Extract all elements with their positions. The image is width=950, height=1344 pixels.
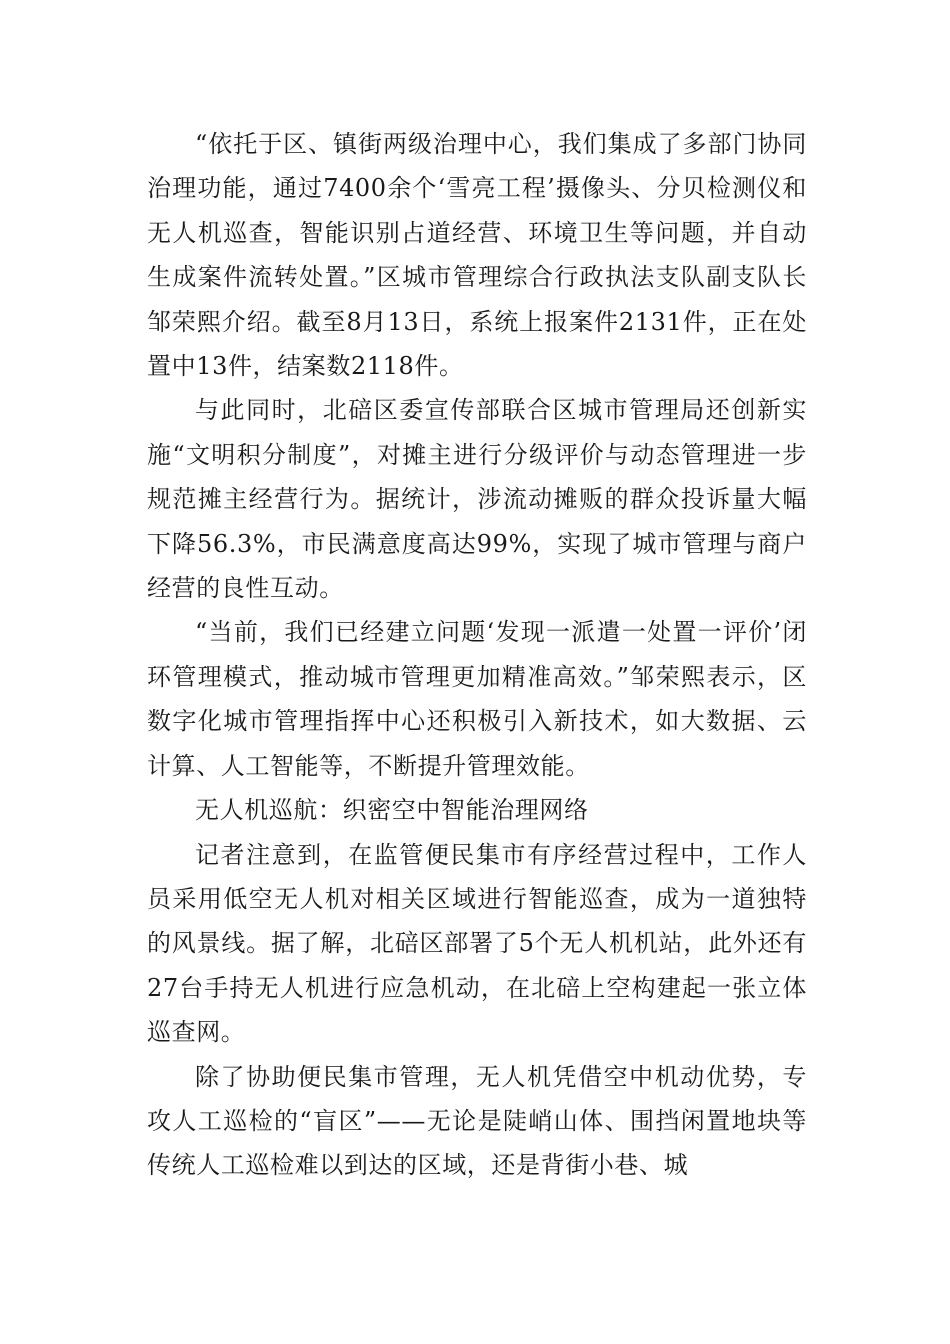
paragraph-drone-blind-spots: 除了协助便民集市管理，无人机凭借空中机动优势，专攻人工巡检的“盲区”——无论是陡峭山体、围挡闲置地块等传统人工巡检难以到达的区域，还是背街小巷、城 [147, 1062, 807, 1180]
article-body [147, 122, 807, 1188]
paragraph-drone-patrol: 记者注意到，在监管便民集市有序经营过程中，工作人员采用低空无人机对相关区域进行智能巡查，成为一道独特的风景线。据了解，北碚区部署了5个无人机机站，此外还有27台手持无人机进行应急机动，在北碚上空构建起一张立体巡查网。 [147, 840, 807, 1047]
paragraph-closed-loop-management: “当前，我们已经建立问题‘发现一派遣一处置一评价’闭环管理模式，推动城市管理更加精准高效。”邹荣熙表示，区数字化城市管理指挥中心还积极引入新技术，如大数据、云计算、人工智能等，不断提升管理效能。 [147, 618, 807, 780]
paragraph-governance-center: “依托于区、镇街两级治理中心，我们集成了多部门协同治理功能，通过7400余个‘雪亮工程’摄像头、分贝检测仪和无人机巡查，智能识别占道经营、环境卫生等问题，并自动生成案件流转处置。”区城市管理综合行政执法支队副支队长邹荣熙介绍。截至8月13日，系统上报案件2131件，正在处置中13件，结案数2118件。 [147, 130, 807, 381]
paragraph-civility-points: 与此同时，北碚区委宣传部联合区城市管理局还创新实施“文明积分制度”，对摊主进行分级评价与动态管理进一步规范摊主经营行为。据统计，涉流动摊贩的群众投诉量大幅下降56.3%，市民满意度高达99%，实现了城市管理与商户经营的良性互动。 [147, 396, 807, 603]
section-subheading: 无人机巡航：织密空中智能治理网络 [195, 796, 589, 825]
